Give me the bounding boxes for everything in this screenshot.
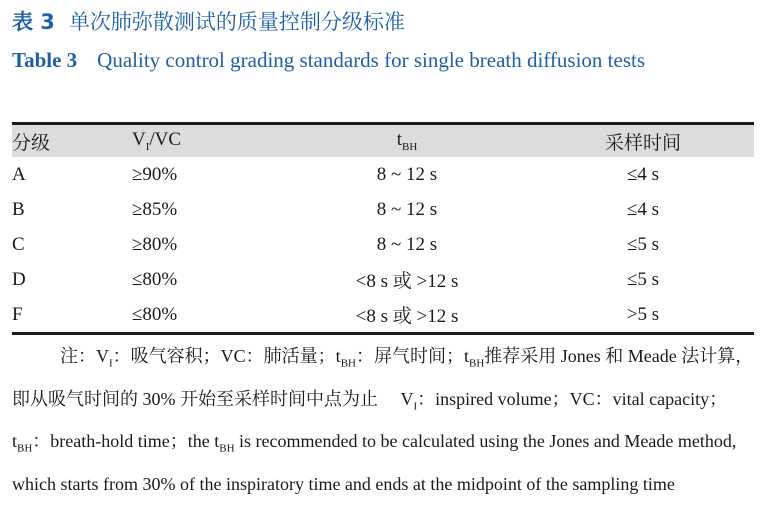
table-row: [12, 297, 754, 332]
cell-grade: C: [12, 233, 25, 255]
table-number-en: Table 3: [12, 48, 78, 72]
cell-tbh: 8 ~ 12 s: [376, 163, 438, 185]
cell-vi-vc: ≥90%: [132, 163, 178, 185]
grading-table-container: [12, 122, 754, 335]
header-tbh: $t_{BH}$: [396, 129, 418, 153]
cell-tbh: 8 ~ 12 s: [376, 233, 438, 255]
table-number-cn: 表 3: [12, 10, 55, 34]
header-sampling-time: 采样时间: [604, 132, 681, 154]
cell-sampling: >5 s: [626, 303, 660, 325]
cell-tbh: 8 ~ 12 s: [376, 198, 438, 220]
table-title-cn-text: 单次肺弥散测试的质量控制分级标准: [68, 10, 405, 34]
cell-sampling: ≤5 s: [626, 268, 660, 290]
cell-grade: D: [12, 268, 26, 290]
cell-vi-vc: ≥80%: [132, 233, 178, 255]
cell-sampling: ≤5 s: [626, 233, 660, 255]
table-footnote: 注：$V_I$：吸气容积；VC：肺活量；$t_{BH}$：屏气时间；$t_{BH}$推荐采用 Jones 和 Meade 法计算，即从吸气时间的 30% 开始至采样时间中点为止 $V_I$：inspired volume；VC：vital capacity；$t_{BH}$：breath-hold time；the $t_{BH}$ is recommended to be calculated using the Jones and Meade method, which starts from 30% of the inspiratory time and ends at the midpoint of the sampling time: [12, 346, 754, 494]
cell-tbh: <8 s 或 >12 s: [355, 306, 459, 327]
table-row: [12, 192, 754, 227]
header-vi-vc: $V_I/VC$: [132, 129, 182, 153]
cell-grade: B: [12, 198, 25, 220]
cell-tbh: <8 s 或 >12 s: [355, 271, 459, 292]
table-title-chinese: [12, 6, 405, 36]
table-row: [12, 227, 754, 262]
table-title-english: [12, 42, 754, 79]
table-title-en-text: Quality control grading standards for single breath diffusion tests: [97, 48, 646, 72]
cell-grade: F: [12, 303, 23, 325]
cell-vi-vc: ≥85%: [132, 198, 178, 220]
cell-grade: A: [12, 163, 26, 185]
cell-sampling: ≤4 s: [626, 198, 660, 220]
cell-vi-vc: ≤80%: [132, 303, 178, 325]
table-bottom-rule: [12, 332, 754, 335]
header-grade: 分级: [12, 132, 51, 154]
grading-table: [12, 125, 754, 332]
table-header-row: [12, 125, 754, 157]
cell-vi-vc: ≤80%: [132, 268, 178, 290]
table-row: [12, 262, 754, 297]
table-row: [12, 157, 754, 192]
cell-sampling: ≤4 s: [626, 163, 660, 185]
